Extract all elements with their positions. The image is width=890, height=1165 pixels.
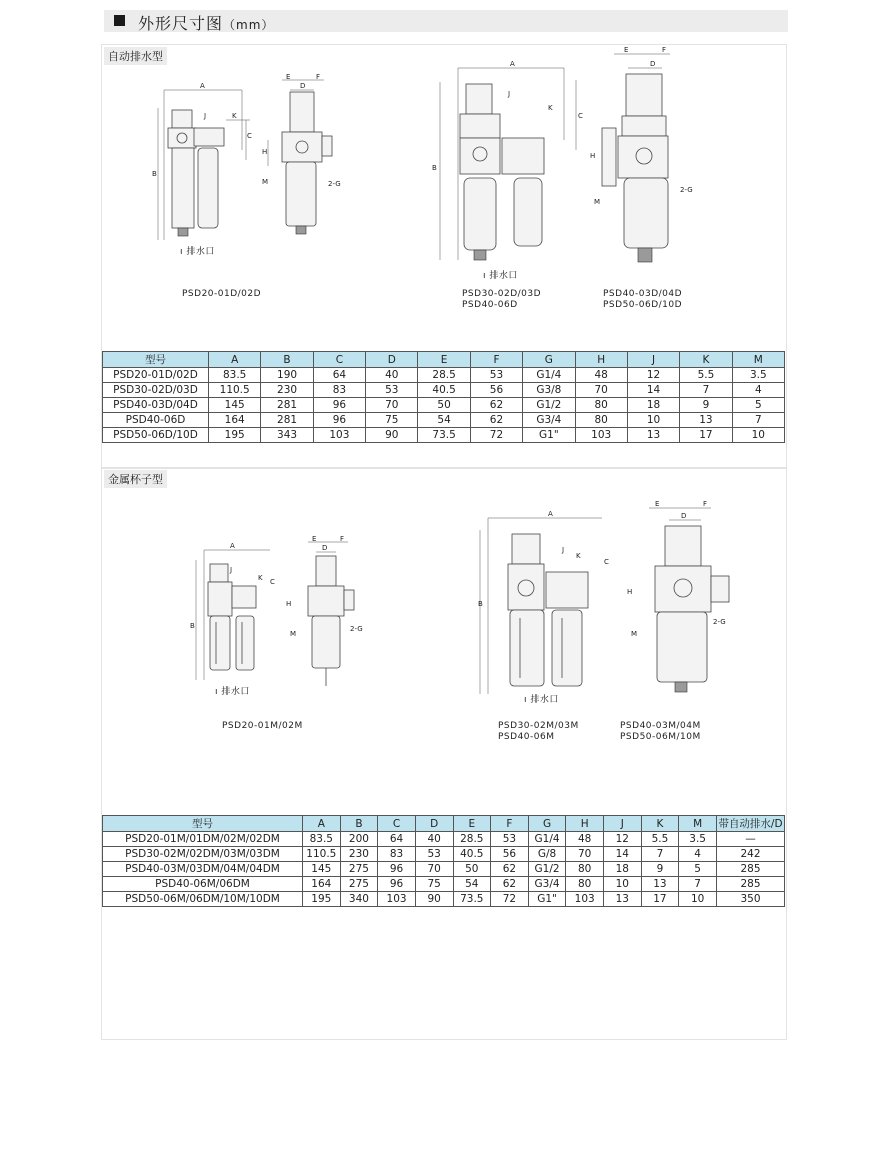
column-header: A: [303, 816, 341, 832]
svg-text:B: B: [152, 170, 157, 178]
column-header: E: [418, 352, 470, 368]
column-header: C: [378, 816, 416, 832]
value-cell: 13: [641, 877, 679, 892]
svg-text:F: F: [316, 74, 321, 81]
value-cell: 103: [575, 428, 627, 443]
svg-text:A: A: [548, 510, 553, 518]
value-cell: 70: [415, 862, 453, 877]
value-cell: 230: [261, 383, 313, 398]
model-cell: PSD20-01D/02D: [103, 368, 209, 383]
svg-text:D: D: [681, 512, 687, 520]
value-cell: 7: [641, 847, 679, 862]
drain-label: ı 排水口: [215, 687, 250, 697]
value-cell: 285: [717, 862, 785, 877]
value-cell: 54: [418, 413, 470, 428]
model-caption: PSD30-02D/03D: [462, 289, 542, 299]
value-cell: 70: [566, 847, 604, 862]
value-cell: 56: [491, 847, 529, 862]
value-cell: 96: [313, 398, 365, 413]
value-cell: 195: [209, 428, 261, 443]
table-row: [103, 862, 785, 877]
model-caption: PSD50-06M/10M: [620, 732, 701, 742]
value-cell: 242: [717, 847, 785, 862]
value-cell: 10: [604, 877, 642, 892]
value-cell: 285: [717, 877, 785, 892]
value-cell: 75: [366, 413, 418, 428]
drawing-psd20m-side: [286, 536, 376, 696]
model-caption: PSD40-06D: [462, 300, 518, 310]
value-cell: 28.5: [418, 368, 470, 383]
svg-text:M: M: [594, 198, 601, 206]
value-cell: 17: [680, 428, 732, 443]
value-cell: 9: [641, 862, 679, 877]
value-cell: 110.5: [303, 847, 341, 862]
table-row: [103, 892, 785, 907]
value-cell: 53: [415, 847, 453, 862]
value-cell: 48: [566, 832, 604, 847]
value-cell: G1/4: [523, 368, 575, 383]
svg-text:E: E: [286, 74, 291, 81]
svg-text:F: F: [703, 500, 708, 508]
svg-text:A: A: [510, 60, 515, 68]
value-cell: G3/8: [523, 383, 575, 398]
section-label-metal-bowl: 金属杯子型: [104, 470, 167, 488]
value-cell: 56: [470, 383, 522, 398]
svg-text:H: H: [286, 600, 292, 608]
model-cell: PSD50-06M/06DM/10M/10DM: [103, 892, 303, 907]
column-header: G: [523, 352, 575, 368]
value-cell: 164: [303, 877, 341, 892]
spec-table-auto-drain: [102, 351, 785, 443]
value-cell: 13: [604, 892, 642, 907]
value-cell: 72: [491, 892, 529, 907]
value-cell: 80: [575, 398, 627, 413]
svg-text:B: B: [190, 622, 195, 630]
svg-text:B: B: [432, 164, 437, 172]
model-cell: PSD40-06D: [103, 413, 209, 428]
value-cell: 5.5: [680, 368, 732, 383]
value-cell: 281: [261, 413, 313, 428]
column-header: G: [528, 816, 566, 832]
value-cell: 62: [470, 413, 522, 428]
value-cell: 72: [470, 428, 522, 443]
table-row: [103, 383, 785, 398]
table-row: [103, 368, 785, 383]
value-cell: 50: [453, 862, 491, 877]
value-cell: 5.5: [641, 832, 679, 847]
value-cell: 230: [340, 847, 378, 862]
value-cell: 83.5: [303, 832, 341, 847]
value-cell: 3.5: [679, 832, 717, 847]
column-header: D: [366, 352, 418, 368]
value-cell: 7: [680, 383, 732, 398]
value-cell: 14: [604, 847, 642, 862]
value-cell: 17: [641, 892, 679, 907]
model-caption: PSD30-02M/03M: [498, 721, 579, 731]
value-cell: 343: [261, 428, 313, 443]
value-cell: 275: [340, 862, 378, 877]
svg-text:2-G: 2-G: [350, 625, 363, 633]
column-header: J: [604, 816, 642, 832]
svg-text:A: A: [230, 542, 235, 550]
value-cell: 53: [470, 368, 522, 383]
value-cell: 12: [627, 368, 679, 383]
value-cell: 4: [679, 847, 717, 862]
value-cell: 90: [366, 428, 418, 443]
value-cell: 40.5: [418, 383, 470, 398]
value-cell: 103: [566, 892, 604, 907]
value-cell: G/8: [528, 847, 566, 862]
table-row: [103, 847, 785, 862]
svg-text:E: E: [312, 536, 317, 543]
model-caption: PSD50-06D/10D: [603, 300, 683, 310]
table-header-row: [103, 352, 785, 368]
column-header: F: [470, 352, 522, 368]
value-cell: 70: [575, 383, 627, 398]
svg-text:C: C: [247, 132, 252, 140]
value-cell: 75: [415, 877, 453, 892]
value-cell: 54: [453, 877, 491, 892]
value-cell: 7: [679, 877, 717, 892]
model-cell: PSD40-03D/04D: [103, 398, 209, 413]
drawing-psd40-side: [588, 46, 698, 276]
svg-text:J: J: [508, 90, 511, 98]
value-cell: 50: [418, 398, 470, 413]
model-caption: PSD20-01M/02M: [222, 721, 303, 731]
model-cell: PSD30-02D/03D: [103, 383, 209, 398]
svg-text:K: K: [576, 552, 581, 560]
value-cell: 70: [366, 398, 418, 413]
value-cell: 103: [313, 428, 365, 443]
svg-text:A: A: [200, 82, 205, 90]
svg-text:K: K: [548, 104, 553, 112]
value-cell: 10: [679, 892, 717, 907]
value-cell: 80: [566, 862, 604, 877]
svg-text:D: D: [300, 82, 306, 90]
drain-label: ı 排水口: [180, 247, 215, 257]
drawing-psd30m-combo: [476, 510, 616, 710]
model-caption: PSD40-03M/04M: [620, 721, 701, 731]
value-cell: 190: [261, 368, 313, 383]
drain-label: ı 排水口: [524, 695, 559, 705]
model-caption: PSD20-01D/02D: [182, 289, 262, 299]
model-cell: PSD40-06M/06DM: [103, 877, 303, 892]
value-cell: 28.5: [453, 832, 491, 847]
model-caption: PSD40-06M: [498, 732, 555, 742]
svg-text:K: K: [258, 574, 263, 582]
column-header: K: [641, 816, 679, 832]
value-cell: 275: [340, 877, 378, 892]
value-cell: 96: [378, 862, 416, 877]
table-header-row: [103, 816, 785, 832]
value-cell: 5: [732, 398, 784, 413]
model-cell: PSD40-03M/03DM/04M/04DM: [103, 862, 303, 877]
svg-text:2-G: 2-G: [328, 180, 341, 188]
value-cell: 40: [415, 832, 453, 847]
value-cell: 96: [313, 413, 365, 428]
drawing-psd20m-combo: [190, 540, 290, 700]
value-cell: —: [717, 832, 785, 847]
model-cell: PSD30-02M/02DM/03M/03DM: [103, 847, 303, 862]
value-cell: 83: [378, 847, 416, 862]
drawing-psd40m-side: [625, 500, 735, 700]
value-cell: 96: [378, 877, 416, 892]
svg-text:J: J: [562, 546, 565, 554]
value-cell: 4: [732, 383, 784, 398]
value-cell: G1": [528, 892, 566, 907]
value-cell: 340: [340, 892, 378, 907]
value-cell: 195: [303, 892, 341, 907]
value-cell: 164: [209, 413, 261, 428]
value-cell: 83: [313, 383, 365, 398]
svg-text:F: F: [340, 536, 345, 543]
svg-text:E: E: [655, 500, 660, 508]
column-header: F: [491, 816, 529, 832]
column-header: 型号: [103, 352, 209, 368]
svg-text:H: H: [590, 152, 596, 160]
table-row: [103, 413, 785, 428]
table-row: [103, 428, 785, 443]
column-header: D: [415, 816, 453, 832]
value-cell: 48: [575, 368, 627, 383]
value-cell: 18: [604, 862, 642, 877]
section-header: [104, 10, 788, 32]
table-row: [103, 877, 785, 892]
value-cell: 64: [313, 368, 365, 383]
svg-text:2-G: 2-G: [713, 618, 726, 626]
value-cell: 5: [679, 862, 717, 877]
svg-text:2-G: 2-G: [680, 186, 693, 194]
svg-text:M: M: [290, 630, 297, 638]
value-cell: 64: [378, 832, 416, 847]
drawing-psd30-combo: [430, 60, 590, 280]
svg-text:J: J: [230, 566, 233, 574]
value-cell: 103: [378, 892, 416, 907]
header-bullet-square: [114, 15, 125, 26]
column-header: B: [340, 816, 378, 832]
value-cell: 14: [627, 383, 679, 398]
svg-text:M: M: [631, 630, 638, 638]
value-cell: 40.5: [453, 847, 491, 862]
value-cell: 73.5: [453, 892, 491, 907]
value-cell: 40: [366, 368, 418, 383]
spec-table-metal-bowl: [102, 815, 785, 907]
value-cell: 73.5: [418, 428, 470, 443]
drawing-psd20-combo: [150, 80, 270, 260]
value-cell: 80: [575, 413, 627, 428]
value-cell: 200: [340, 832, 378, 847]
section-label-auto-drain: 自动排水型: [104, 47, 167, 65]
svg-text:D: D: [650, 60, 656, 68]
value-cell: 62: [491, 862, 529, 877]
column-header: B: [261, 352, 313, 368]
value-cell: 18: [627, 398, 679, 413]
value-cell: 80: [566, 877, 604, 892]
svg-text:J: J: [204, 112, 207, 120]
svg-text:M: M: [262, 178, 269, 186]
value-cell: 281: [261, 398, 313, 413]
value-cell: G1/4: [528, 832, 566, 847]
value-cell: G3/4: [523, 413, 575, 428]
svg-text:B: B: [478, 600, 483, 608]
value-cell: 10: [627, 413, 679, 428]
column-header: J: [627, 352, 679, 368]
value-cell: 7: [732, 413, 784, 428]
value-cell: 90: [415, 892, 453, 907]
svg-text:H: H: [627, 588, 633, 596]
svg-text:H: H: [262, 148, 268, 156]
value-cell: 13: [627, 428, 679, 443]
svg-text:E: E: [624, 46, 629, 54]
value-cell: 12: [604, 832, 642, 847]
column-header: H: [566, 816, 604, 832]
column-header: 带自动排水/D: [717, 816, 785, 832]
value-cell: G1/2: [528, 862, 566, 877]
value-cell: G3/4: [528, 877, 566, 892]
value-cell: G1": [523, 428, 575, 443]
column-header: H: [575, 352, 627, 368]
value-cell: 83.5: [209, 368, 261, 383]
svg-text:C: C: [604, 558, 609, 566]
column-header: 型号: [103, 816, 303, 832]
value-cell: 62: [491, 877, 529, 892]
value-cell: 10: [732, 428, 784, 443]
value-cell: G1/2: [523, 398, 575, 413]
page-title: 外形尺寸图（mm）: [138, 14, 275, 33]
value-cell: 62: [470, 398, 522, 413]
table-row: [103, 398, 785, 413]
column-header: A: [209, 352, 261, 368]
value-cell: 350: [717, 892, 785, 907]
value-cell: 9: [680, 398, 732, 413]
svg-text:K: K: [232, 112, 237, 120]
column-header: C: [313, 352, 365, 368]
model-cell: PSD20-01M/01DM/02M/02DM: [103, 832, 303, 847]
value-cell: 110.5: [209, 383, 261, 398]
model-cell: PSD50-06D/10D: [103, 428, 209, 443]
value-cell: 13: [680, 413, 732, 428]
column-header: M: [679, 816, 717, 832]
table-row: [103, 832, 785, 847]
model-caption: PSD40-03D/04D: [603, 289, 683, 299]
value-cell: 145: [303, 862, 341, 877]
value-cell: 53: [491, 832, 529, 847]
unit-label: （mm）: [223, 18, 275, 32]
value-cell: 3.5: [732, 368, 784, 383]
svg-text:F: F: [662, 46, 667, 54]
column-header: M: [732, 352, 784, 368]
column-header: K: [680, 352, 732, 368]
svg-text:C: C: [270, 578, 275, 586]
value-cell: 145: [209, 398, 261, 413]
svg-text:C: C: [578, 112, 583, 120]
column-header: E: [453, 816, 491, 832]
svg-text:D: D: [322, 544, 328, 552]
drain-label: ı 排水口: [483, 271, 518, 281]
drawing-psd20-side: [262, 74, 352, 244]
value-cell: 53: [366, 383, 418, 398]
